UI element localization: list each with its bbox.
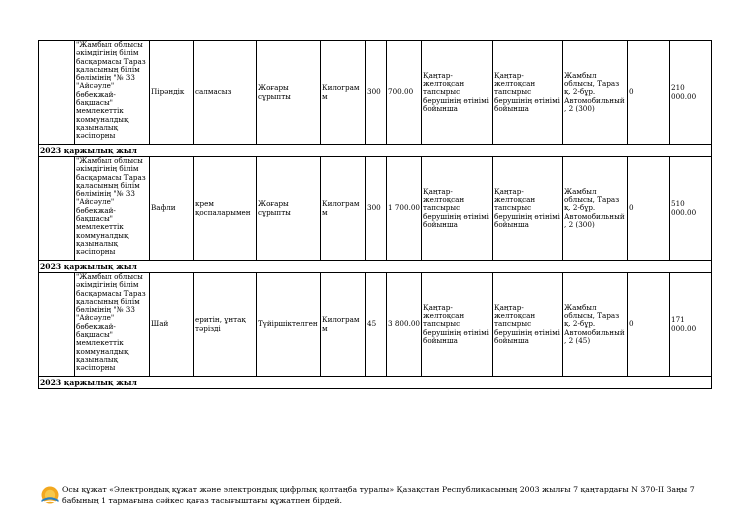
item-name-cell: Шай [150,273,194,377]
price-cell: 700.00 [387,41,422,145]
characteristic-cell: крем қоспаларымен [194,157,257,261]
amount-cell: 171 000.00 [670,273,712,377]
legal-footer [38,484,714,514]
amount-cell: 510 000.00 [670,157,712,261]
year-label: 2023 қаржылық жыл [39,261,712,273]
grade-cell: Жоғары сұрыпты [257,157,321,261]
quantity-cell: 45 [366,273,387,377]
characteristic-cell: салмасыз [194,41,257,145]
unit-cell: Килограмм [321,273,366,377]
row-number-cell [39,41,75,145]
amount-cell: 210 000.00 [670,41,712,145]
customer-cell: "Жамбыл облысы әкімдігінің білім басқармасы Тараз қаласының білім бөлімінің "№ 33 "Айсәуле" бөбекжай-бақшасы" мемлекеттік коммуналдық қазыналық кәсіпорны [75,157,150,261]
year-row [39,377,712,389]
period-cell: Қаңтар-желтоқсан тапсырыс берушінің өтінімі бойынша [422,41,493,145]
row-number-cell [39,273,75,377]
period-cell: Қаңтар-желтоқсан тапсырыс берушінің өтінімі бойынша [422,273,493,377]
delivery-period-cell: Қаңтар-желтоқсан тапсырыс берушінің өтінімі бойынша [493,157,563,261]
address-cell: Жамбыл облысы, Тараз қ. 2-бұр. Автомобильный, 2 (300) [563,41,628,145]
characteristic-cell: еритін, ұнтақ тәрізді [194,273,257,377]
grade-cell: Түйіршіктелген [257,273,321,377]
quantity-cell: 300 [366,41,387,145]
year-label: 2023 қаржылық жыл [39,145,712,157]
unit-cell: Килограмм [321,157,366,261]
year-label: 2023 қаржылық жыл [39,377,712,389]
table-row [39,273,712,377]
price-cell: 3 800.00 [387,273,422,377]
advance-cell: 0 [628,41,670,145]
customer-cell: "Жамбыл облысы әкімдігінің білім басқармасы Тараз қаласының білім бөлімінің "№ 33 "Айсәуле" бөбекжай-бақшасы" мемлекеттік коммуналдық қазыналық кәсіпорны [75,41,150,145]
grade-cell: Жоғары сұрыпты [257,41,321,145]
customer-cell: "Жамбыл облысы әкімдігінің білім басқармасы Тараз қаласының білім бөлімінің "№ 33 "Айсәуле" бөбекжай-бақшасы" мемлекеттік коммуналдық қазыналық кәсіпорны [75,273,150,377]
quantity-cell: 300 [366,157,387,261]
item-name-cell: Пірәндік [150,41,194,145]
table-row [39,157,712,261]
address-cell: Жамбыл облысы, Тараз қ. 2-бұр. Автомобильный, 2 (45) [563,273,628,377]
procurement-table [38,40,712,389]
advance-cell: 0 [628,157,670,261]
period-cell: Қаңтар-желтоқсан тапсырыс берушінің өтінімі бойынша [422,157,493,261]
row-number-cell [39,157,75,261]
legal-notice-text: Осы құжат «Электрондық құжат және электрондық цифрлық қолтаңба туралы» Қазақстан Республикасының 2003 жылғы 7 қаңтардағы N 370-II Заңы 7 бабының 1 тармағына сәйкес қағаз тасығыштағы құжатпен бірдей. [62,485,695,505]
price-cell: 1 700.00 [387,157,422,261]
address-cell: Жамбыл облысы, Тараз қ. 2-бұр. Автомобильный, 2 (300) [563,157,628,261]
egov-sun-logo-icon [38,484,62,508]
year-row [39,261,712,273]
procurement-table-page [38,40,711,389]
advance-cell: 0 [628,273,670,377]
delivery-period-cell: Қаңтар-желтоқсан тапсырыс берушінің өтінімі бойынша [493,41,563,145]
table-row [39,41,712,145]
unit-cell: Килограмм [321,41,366,145]
year-row [39,145,712,157]
item-name-cell: Вафли [150,157,194,261]
delivery-period-cell: Қаңтар-желтоқсан тапсырыс берушінің өтінімі бойынша [493,273,563,377]
